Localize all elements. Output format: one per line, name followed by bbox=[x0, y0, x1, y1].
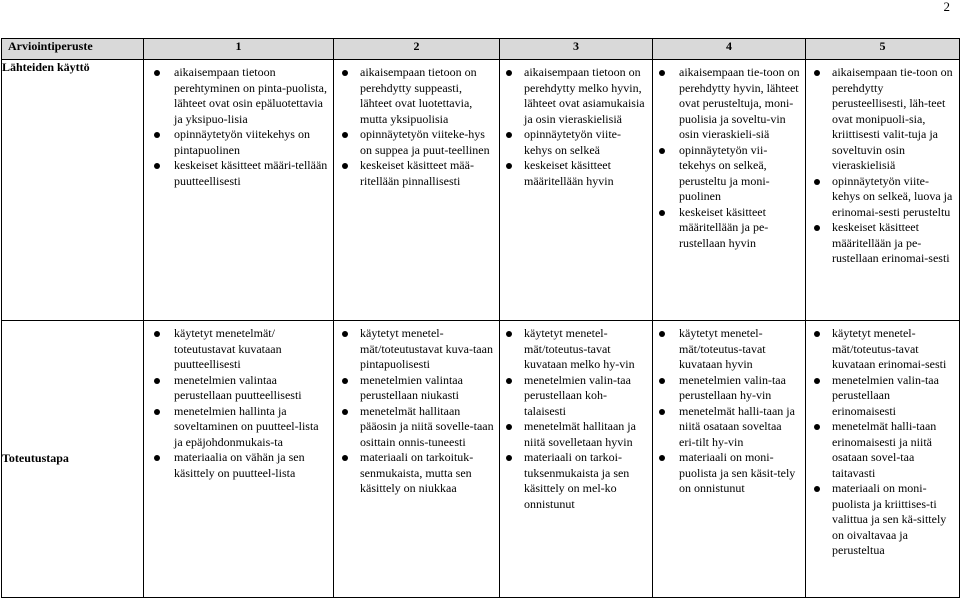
list-item: menetelmien valin-taa perustellaan hy-vin bbox=[653, 373, 801, 404]
list-item: keskeiset käsitteet määritellään ja pe-rustellaan erinomai-sesti bbox=[806, 220, 955, 267]
list-item: aikaisempaan tietoon on perehdytty melko hyvin, lähteet ovat asiamukaisia ja osin vieraskielisiä bbox=[500, 65, 648, 127]
list-item: menetelmät hallitaan ja niitä sovelletaan hyvin bbox=[500, 419, 648, 450]
grade-5-cell bbox=[806, 321, 960, 598]
grade-header-5: 5 bbox=[806, 39, 960, 60]
list-item: materiaali on tarkoituk-senmukaista, mutta sen käsittely on niukkaa bbox=[334, 450, 495, 497]
list-item: menetelmien valin-taa perustellaan koh-talaisesti bbox=[500, 373, 648, 420]
grade-1-cell bbox=[144, 60, 334, 321]
list-item: opinnäytetyön vii-tekehys on selkeä, perusteltu ja moni-puolinen bbox=[653, 143, 801, 205]
grade-header-4: 4 bbox=[653, 39, 806, 60]
list-item: menetelmien valin-taa perustellaan erinomaisesti bbox=[806, 373, 955, 420]
grade-4-cell bbox=[653, 60, 806, 321]
list-item: aikaisempaan tietoon perehtyminen on pinta-puolista, lähteet ovat osin epäluotettavia ja yksipuo-lisia bbox=[144, 65, 329, 127]
list-item: menetelmät hallitaan pääosin ja niitä sovelle-taan osittain onnis-tuneesti bbox=[334, 404, 495, 451]
grade-5-cell bbox=[806, 60, 960, 321]
grade-3-cell bbox=[500, 321, 653, 598]
list-item: materiaalia on vähän ja sen käsittely on puutteel-lista bbox=[144, 450, 329, 481]
grade-header-1: 1 bbox=[144, 39, 334, 60]
criterion-header: Arviointiperuste bbox=[2, 39, 144, 60]
list-item: käytetyt menetel-mät/toteutus-tavat kuvataan melko hy-vin bbox=[500, 326, 648, 373]
assessment-table bbox=[1, 38, 960, 598]
grade-2-cell bbox=[334, 321, 500, 598]
list-item: keskeiset käsitteet määritellään ja pe-rustellaan hyvin bbox=[653, 205, 801, 252]
list-item: aikaisempaan tietoon on perehdytty suppeasti, lähteet ovat luotettavia, mutta yksipuolisia bbox=[334, 65, 495, 127]
grade-header-2: 2 bbox=[334, 39, 500, 60]
list-item: käytetyt menetel-mät/toteutus-tavat kuvataan hyvin bbox=[653, 326, 801, 373]
list-item: menetelmät halli-taan erinomaisesti ja niitä osataan sovel-taa taitavasti bbox=[806, 419, 955, 481]
list-item: aikaisempaan tie-toon on perehdytty perusteellisesti, läh-teet ovat monipuoli-sia, kriittisesti valit-tuja ja soveltuvin osin vieraskielisiä bbox=[806, 65, 955, 174]
list-item: opinnäytetyön viite-kehys on selkeä bbox=[500, 127, 648, 158]
table-row bbox=[2, 321, 960, 598]
table-row bbox=[2, 60, 960, 321]
page-number: 2 bbox=[943, 0, 950, 14]
grade-4-cell bbox=[653, 321, 806, 598]
list-item: menetelmien hallinta ja soveltaminen on puutteel-lista ja epäjohdonmukais-ta bbox=[144, 404, 329, 451]
list-item: opinnäytetyön viiteke-hys on suppea ja puut-teellinen bbox=[334, 127, 495, 158]
criterion-cell: Lähteiden käyttö bbox=[2, 60, 144, 321]
list-item: menetelmien valintaa perustellaan puutteellisesti bbox=[144, 373, 329, 404]
list-item: keskeiset käsitteet määritellään hyvin bbox=[500, 158, 648, 189]
list-item: keskeiset käsitteet mää-ritellään pinnallisesti bbox=[334, 158, 495, 189]
list-item: opinnäytetyön viite-kehys on selkeä, luova ja erinomai-sesti perusteltu bbox=[806, 174, 955, 221]
list-item: keskeiset käsitteet määri-tellään puutteellisesti bbox=[144, 158, 329, 189]
list-item: käytetyt menetelmät/ toteutustavat kuvataan puutteellisesti bbox=[144, 326, 329, 373]
list-item: materiaali on moni-puolista ja kriittises-ti valittua ja sen kä-sittely on oivaltavaa ja perusteltua bbox=[806, 481, 955, 559]
grade-2-cell bbox=[334, 60, 500, 321]
list-item: menetelmät halli-taan ja niitä osataan soveltaa eri-tilt hy-vin bbox=[653, 404, 801, 451]
list-item: menetelmien valintaa perustellaan niukasti bbox=[334, 373, 495, 404]
grade-header-3: 3 bbox=[500, 39, 653, 60]
grade-1-cell bbox=[144, 321, 334, 598]
header-row bbox=[2, 39, 960, 60]
grade-3-cell bbox=[500, 60, 653, 321]
list-item: käytetyt menetel-mät/toteutustavat kuva-taan pintapuolisesti bbox=[334, 326, 495, 373]
list-item: materiaali on moni-puolista ja sen käsit-tely on onnistunut bbox=[653, 450, 801, 497]
criterion-cell: Toteutustapa bbox=[2, 321, 144, 598]
list-item: aikaisempaan tie-toon on perehdytty hyvin, lähteet ovat perusteltuja, moni-puolisia ja soveltu-vin osin vieraskieli-siä bbox=[653, 65, 801, 143]
list-item: opinnäytetyön viitekehys on pintapuolinen bbox=[144, 127, 329, 158]
list-item: käytetyt menetel-mät/toteutus-tavat kuvataan erinomai-sesti bbox=[806, 326, 955, 373]
list-item: materiaali on tarkoi-tuksenmukaista ja sen käsittely on mel-ko onnistunut bbox=[500, 450, 648, 512]
